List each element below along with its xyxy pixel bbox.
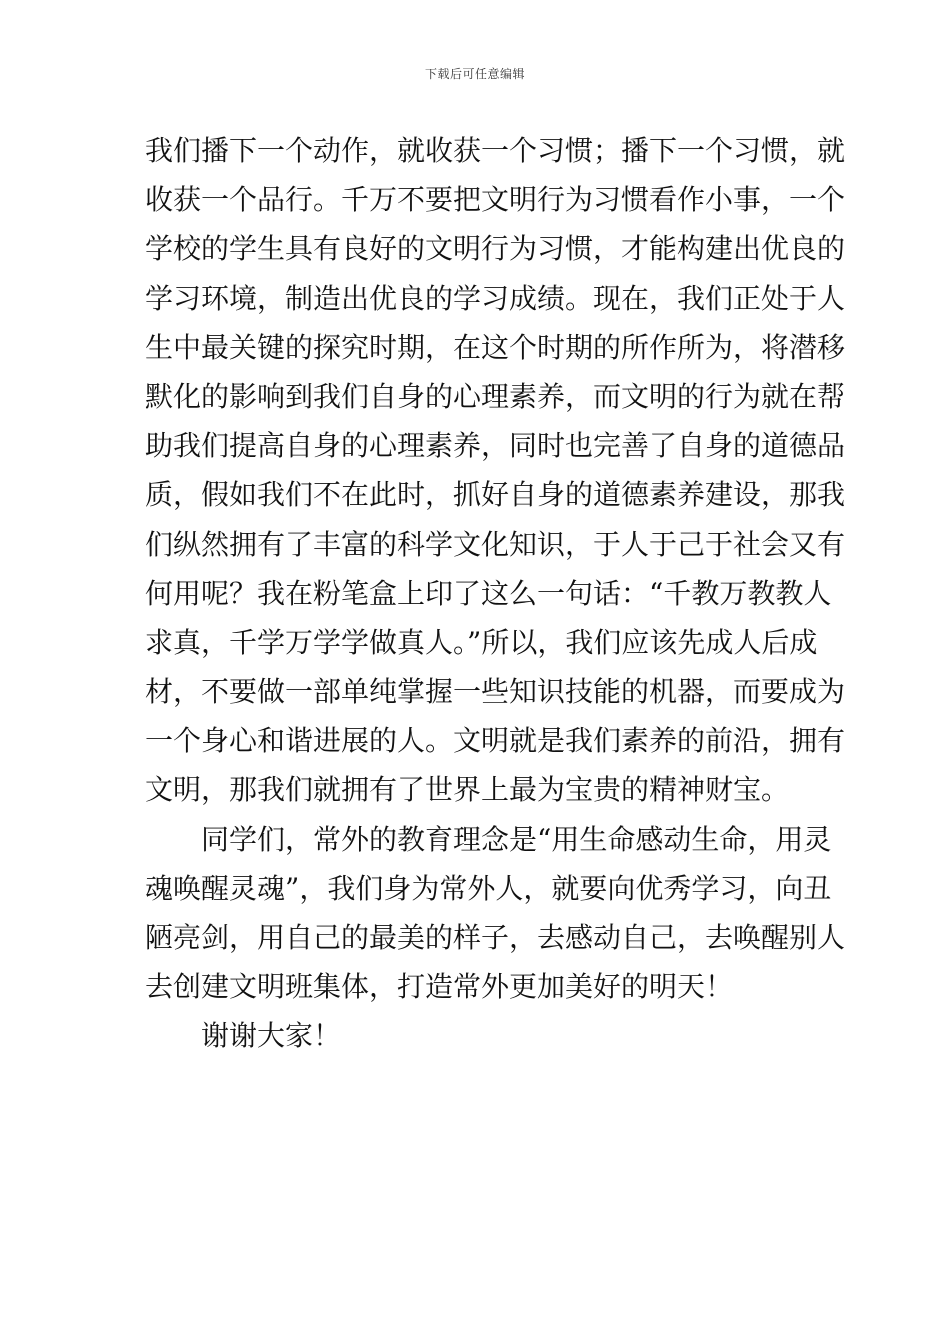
text-line: 同学们，常外的教育理念是“用生命感动生命，用灵 [201,822,832,856]
text-line: 生中最关键的探究时期，在这个时期的所作所为，将潜移 [145,330,846,364]
document-body [145,126,846,1061]
text-line: 材，不要做一部单纯掌握一些知识技能的机器，而要成为 [145,675,846,709]
paragraph-2 [145,815,846,1012]
page-header-note: 下载后可任意编辑 [424,67,525,81]
text-line: 们纵然拥有了丰富的科学文化知识，于人于己于社会又有 [145,527,846,561]
text-line: 求真，千学万学学做真人。”所以，我们应该先成人后成 [145,625,818,659]
text-line: 学校的学生具有良好的文明行为习惯，才能构建出优良的 [145,232,846,266]
text-line: 一个身心和谐进展的人。文明就是我们素养的前沿，拥有 [145,724,846,758]
text-line: 文明，那我们就拥有了世界上最为宝贵的精神财宝。 [145,773,790,807]
text-line: 助我们提高自身的心理素养，同时也完善了自身的道德品 [145,429,846,463]
text-line: 收获一个品行。千万不要把文明行为习惯看作小事，一个 [145,183,846,217]
paragraph-1 [145,126,846,815]
closing-line: 谢谢大家！ [201,1019,342,1053]
text-line: 我们播下一个动作，就收获一个习惯；播下一个习惯，就 [145,134,846,167]
text-line: 陋亮剑，用自己的最美的样子，去感动自己，去唤醒别人 [145,921,846,954]
paragraph-3 [145,1011,807,1060]
text-line: 质，假如我们不在此时，抓好自身的道德素养建设，那我 [145,478,846,512]
text-line: 魂唤醒灵魂”，我们身为常外人，就要向优秀学习，向丑 [145,871,832,905]
text-line: 何用呢？我在粉笔盒上印了这么一句话：“千教万教教人 [145,576,832,610]
text-line: 学习环境，制造出优良的学习成绩。现在，我们正处于人 [145,281,846,315]
text-line: 去创建文明班集体，打造常外更加美好的明天！ [145,970,734,1004]
text-line: 默化的影响到我们自身的心理素养，而文明的行为就在帮 [145,379,846,413]
